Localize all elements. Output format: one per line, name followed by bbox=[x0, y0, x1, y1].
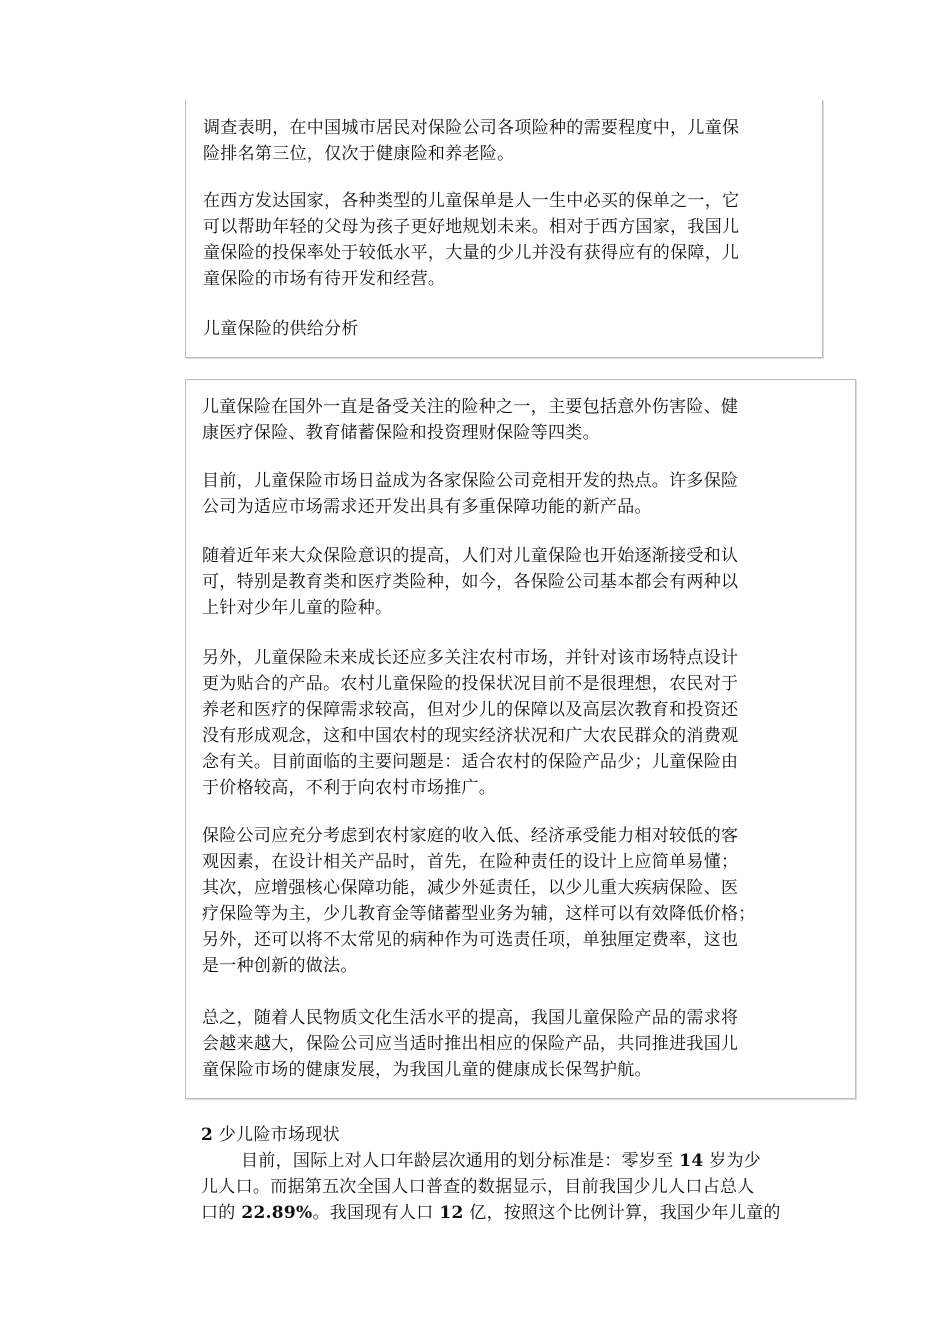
text-line: 更为贴合的产品。农村儿童保险的投保状况目前不是很理想，农民对于 bbox=[202, 674, 739, 694]
text-line: 念有关。目前面临的主要问题是：适合农村的保险产品少；儿童保险由 bbox=[202, 752, 739, 772]
text-line: 于价格较高，不利于向农村市场推广。 bbox=[202, 778, 497, 798]
text-line: 没有形成观念，这和中国农村的现实经济状况和广大农民群众的消费观 bbox=[202, 726, 739, 746]
text-line: 可，特别是教育类和医疗类险种，如今，各保险公司基本都会有两种以 bbox=[202, 572, 739, 592]
text-line: 儿童保险在国外一直是备受关注的险种之一，主要包括意外伤害险、健 bbox=[202, 397, 739, 417]
text-line: 总之，随着人民物质文化生活水平的提高，我国儿童保险产品的需求将 bbox=[202, 1008, 739, 1028]
population-number: 12 bbox=[439, 1203, 464, 1223]
text-line: 随着近年来大众保险意识的提高，人们对儿童保险也开始逐渐接受和认 bbox=[202, 546, 739, 566]
text-run: 目前，国际上对人口年龄层次通用的划分标准是：零岁至 bbox=[241, 1151, 680, 1171]
paragraph-market-hotspot bbox=[202, 468, 738, 520]
text-line: 上针对少年儿童的险种。 bbox=[202, 598, 393, 618]
text-line: 是一种创新的做法。 bbox=[202, 956, 358, 976]
section-heading bbox=[201, 1122, 821, 1148]
text-line: 观因素，在设计相关产品时，首先，在险种责任的设计上应简单易懂； bbox=[202, 852, 739, 872]
text-line bbox=[201, 1200, 821, 1226]
text-line: 目前，儿童保险市场日益成为各家保险公司竞相开发的热点。许多保险 bbox=[202, 471, 739, 491]
text-line: 童保险市场的健康发展，为我国儿童的健康成长保驾护航。 bbox=[202, 1060, 652, 1080]
section-title: 少儿险市场现状 bbox=[213, 1125, 340, 1145]
paragraph-conclusion bbox=[202, 1005, 738, 1083]
text-line: 保险公司应充分考虑到农村家庭的收入低、经济承受能力相对较低的客 bbox=[202, 826, 739, 846]
paragraph-survey bbox=[203, 115, 739, 167]
percentage-value: 22.89% bbox=[241, 1203, 313, 1223]
section-market-status bbox=[201, 1122, 821, 1226]
text-line bbox=[201, 1148, 821, 1174]
text-line: 儿人口。而据第五次全国人口普查的数据显示，目前我国少儿人口占总人 bbox=[201, 1177, 755, 1197]
text-line: 会越来越大，保险公司应当适时推出相应的保险产品，共同推进我国儿 bbox=[202, 1034, 739, 1054]
text-line: 另外，儿童保险未来成长还应多关注农村市场，并针对该市场特点设计 bbox=[202, 648, 739, 668]
text-line: 可以帮助年轻的父母为孩子更好地规划未来。相对于西方国家，我国儿 bbox=[203, 217, 740, 237]
text-line: 另外，还可以将不太常见的病种作为可选责任项，单独厘定费率，这也 bbox=[202, 930, 739, 950]
age-number: 14 bbox=[679, 1151, 704, 1171]
text-line: 疗保险等为主，少儿教育金等储蓄型业务为辅，这样可以有效降低价格； bbox=[202, 904, 756, 924]
paragraph-awareness bbox=[202, 543, 738, 621]
text-line: 其次，应增强核心保障功能，减少外延责任，以少儿重大疾病保险、医 bbox=[202, 878, 739, 898]
text-run: 。我国现有人口 bbox=[312, 1203, 440, 1223]
paragraph-rural-market bbox=[202, 645, 738, 801]
text-line: 童保险的市场有待开发和经营。 bbox=[203, 269, 446, 289]
text-line: 童保险的投保率处于较低水平，大量的少儿并没有获得应有的保障，儿 bbox=[203, 243, 740, 263]
text-line: 养老和医疗的保障需求较高，但对少儿的保障以及高层次教育和投资还 bbox=[202, 700, 739, 720]
text-box-1 bbox=[185, 100, 823, 358]
text-box-2 bbox=[185, 379, 856, 1099]
paragraph-company-advice bbox=[202, 823, 756, 979]
paragraph-insurance-types bbox=[202, 394, 738, 446]
section-number: 2 bbox=[201, 1125, 214, 1145]
text-line: 险排名第三位，仅次于健康险和养老险。 bbox=[203, 144, 515, 164]
text-line: 在西方发达国家，各种类型的儿童保单是人一生中必买的保单之一，它 bbox=[203, 191, 740, 211]
text-run: 亿，按照这个比例计算，我国少年儿童的 bbox=[463, 1203, 781, 1223]
text-line: 调查表明，在中国城市居民对保险公司各项险种的需要程度中，儿童保 bbox=[203, 118, 740, 138]
text-line: 公司为适应市场需求还开发出具有多重保障功能的新产品。 bbox=[202, 497, 652, 517]
paragraph-western-countries bbox=[203, 188, 739, 292]
text-line: 康医疗保险、教育储蓄保险和投资理财保险等四类。 bbox=[202, 423, 600, 443]
text-line: 儿童保险的供给分析 bbox=[203, 319, 359, 339]
text-run: 口的 bbox=[201, 1203, 242, 1223]
subheading-supply-analysis bbox=[203, 316, 359, 342]
text-run: 岁为少 bbox=[703, 1151, 762, 1171]
